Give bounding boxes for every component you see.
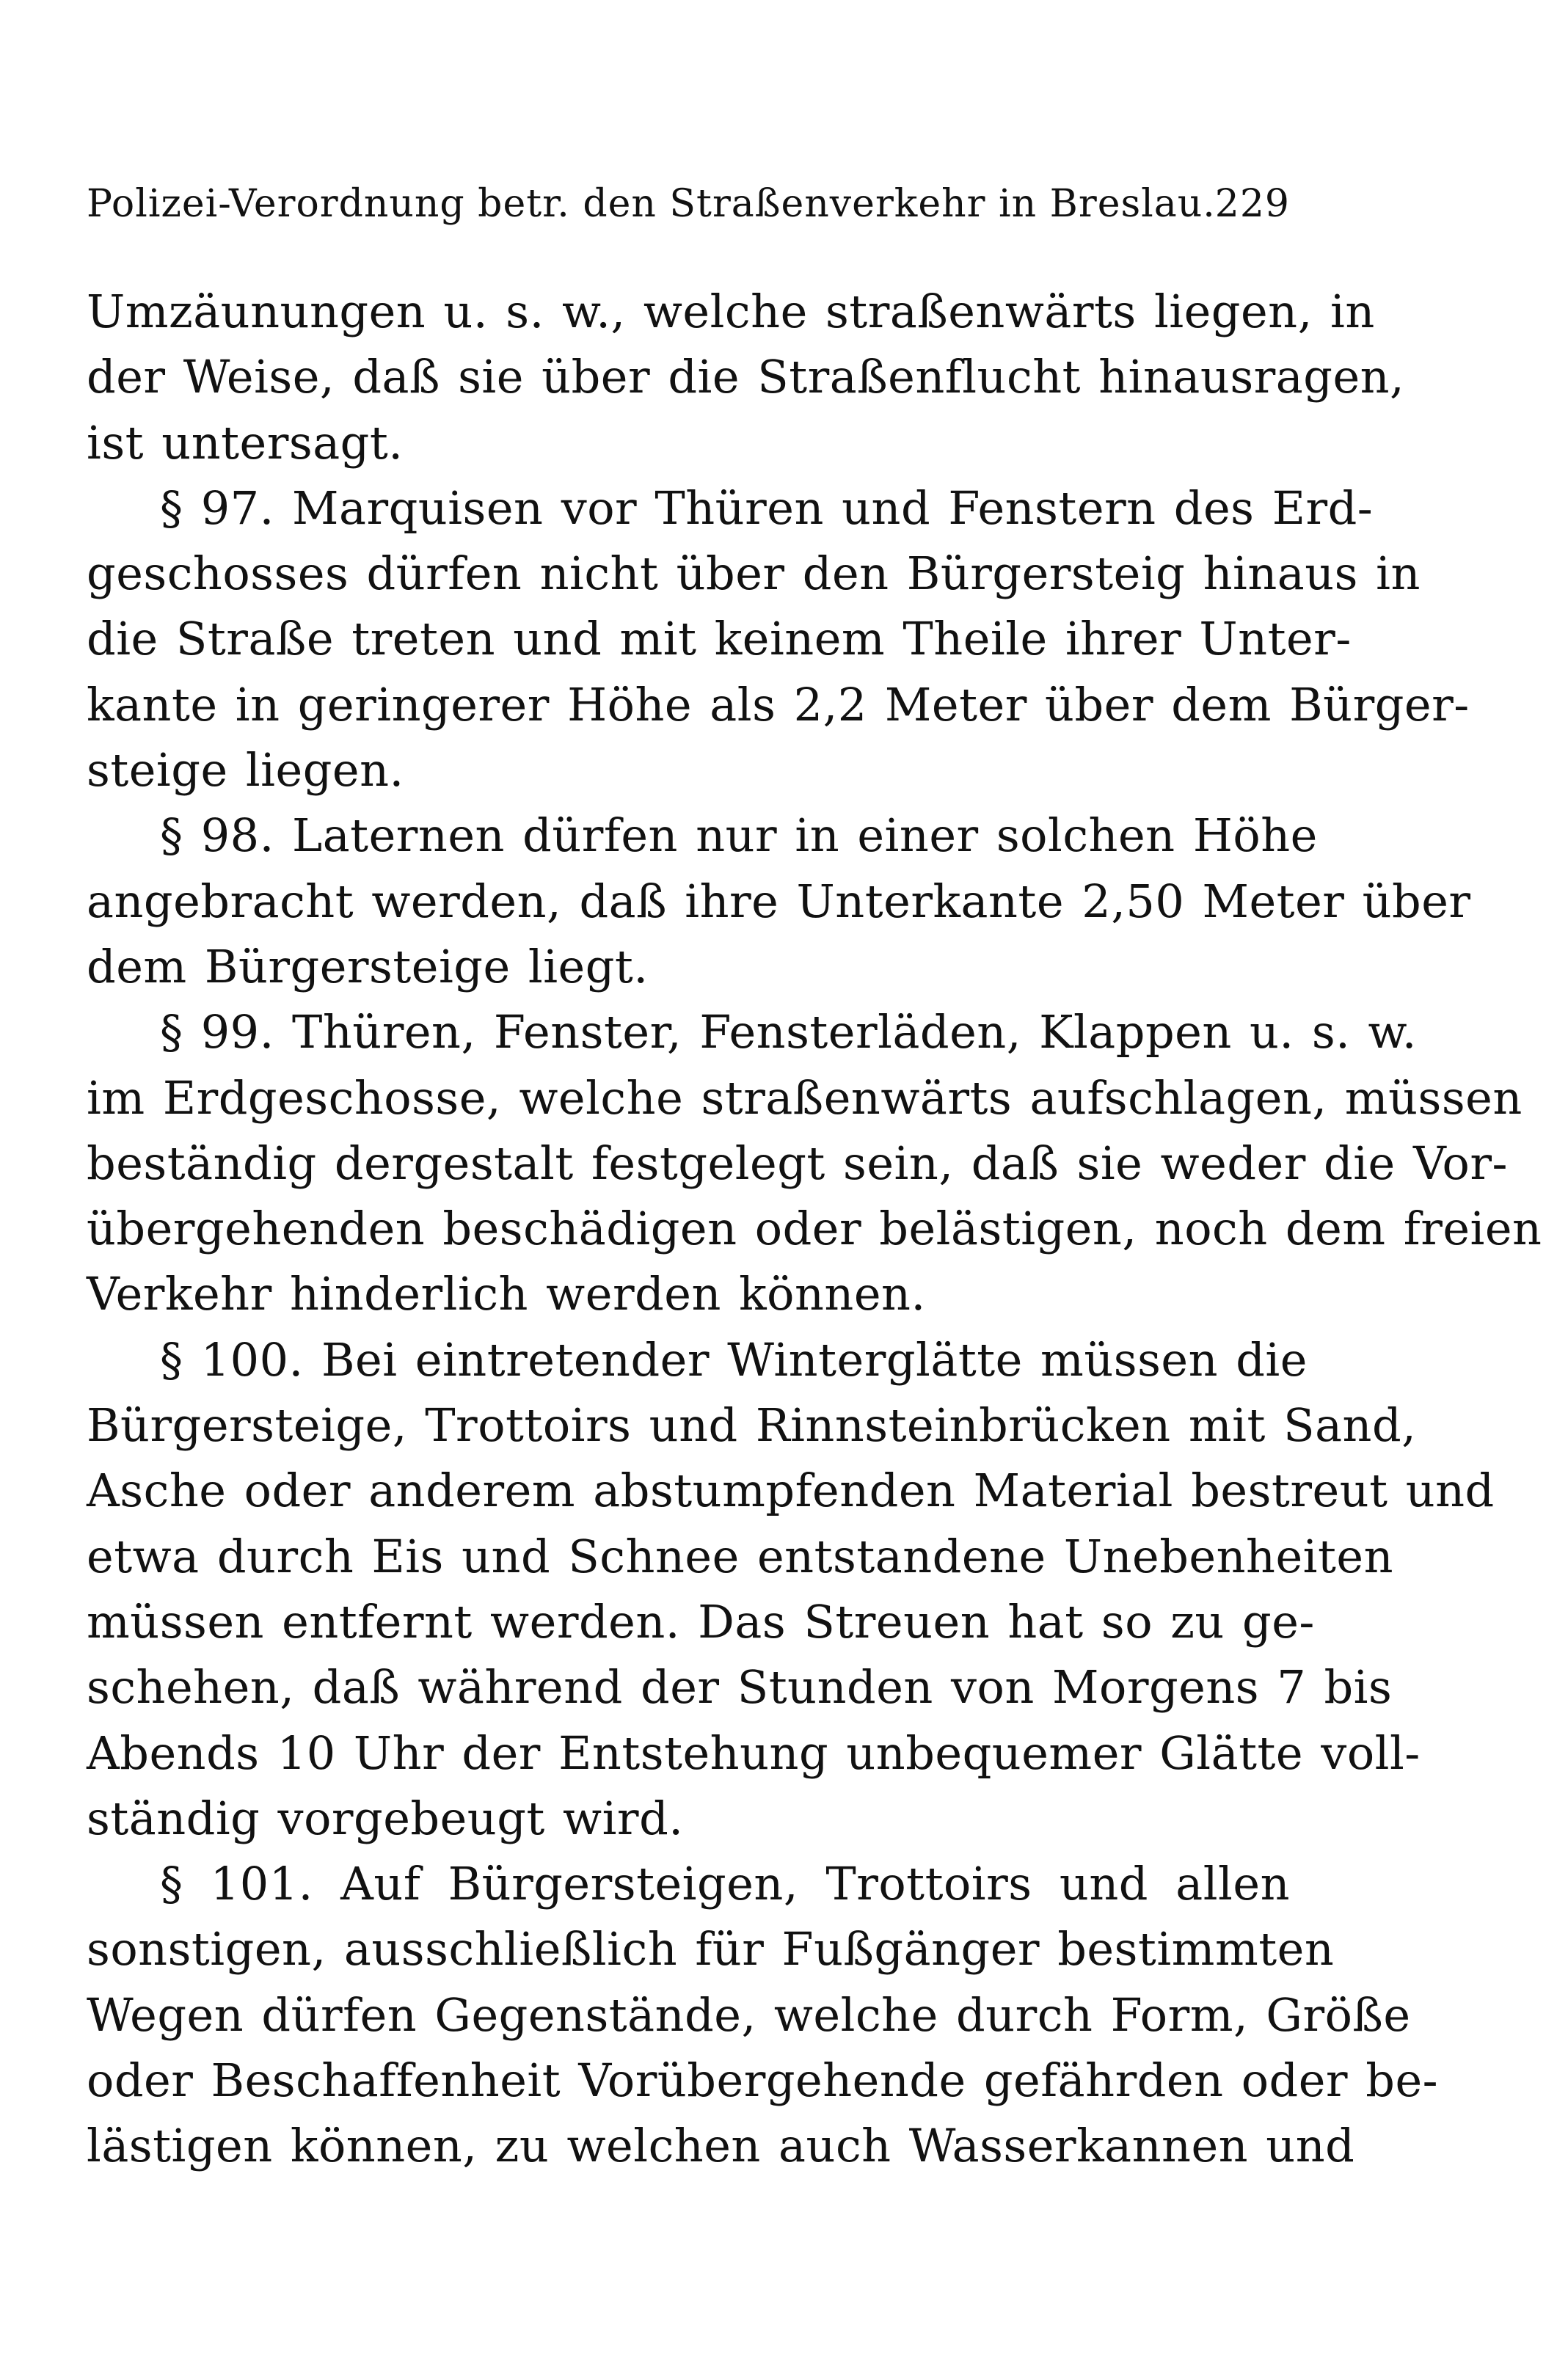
- page-header: [87, 175, 1290, 233]
- section-98-first-line: § 98. Laternen dürfen nur in einer solchen Höhe: [160, 808, 1318, 863]
- text-line: geschosses dürfen nicht über den Bürgersteig hinaus in: [87, 547, 1421, 601]
- text-line: Abends 10 Uhr der Entstehung unbequemer Glätte voll-: [87, 1726, 1421, 1780]
- section-97-first-line: § 97. Marquisen vor Thüren und Fenstern des Erd-: [160, 481, 1374, 535]
- text-line: oder Beschaffenheit Vorübergehende gefährden oder be-: [87, 2054, 1439, 2108]
- text-line: im Erdgeschosse, welche straßenwärts aufschlagen, müssen: [87, 1070, 1523, 1125]
- text-line: Wegen dürfen Gegenstände, welche durch Form, Größe: [87, 1987, 1411, 2042]
- text-line: kante in geringerer Höhe als 2,2 Meter über dem Bürger-: [87, 677, 1470, 731]
- text-line: schehen, daß während der Stunden von Morgens 7 bis: [87, 1660, 1393, 1715]
- text-line: etwa durch Eis und Schnee entstandene Unebenheiten: [87, 1529, 1394, 1583]
- body-text: [87, 279, 1542, 2179]
- text-line: angebracht werden, daß ihre Unterkante 2,50 Meter über: [87, 874, 1471, 928]
- text-line: ist untersagt.: [87, 415, 404, 470]
- text-line: sonstigen, ausschließlich für Fußgänger bestimmten: [87, 1922, 1335, 1976]
- text-line: steige liegen.: [87, 743, 404, 797]
- text-line: Bürgersteige, Trottoirs und Rinnsteinbrücken mit Sand,: [87, 1398, 1417, 1453]
- text-line: lästigen können, zu welchen auch Wasserkannen und: [87, 2119, 1355, 2173]
- section-99-first-line: § 99. Thüren, Fenster, Fensterläden, Klappen u. s. w.: [160, 1005, 1417, 1059]
- section-100-first-line: § 100. Bei eintretender Winterglätte müssen die: [160, 1332, 1308, 1387]
- text-line: Verkehr hinderlich werden können.: [87, 1267, 926, 1321]
- section-101-first-line: § 101. Auf Bürgersteigen, Trottoirs und allen: [160, 1857, 1290, 1911]
- text-line: dem Bürgersteige liegt.: [87, 939, 649, 993]
- page-number: 229: [1214, 182, 1290, 226]
- running-head: Polizei-Verordnung betr. den Straßenverkehr in Breslau.: [87, 182, 1216, 226]
- text-line: die Straße treten und mit keinem Theile ihrer Unter-: [87, 612, 1352, 666]
- text-line: müssen entfernt werden. Das Streuen hat so zu ge-: [87, 1594, 1315, 1649]
- text-line: übergehenden beschädigen oder belästigen, noch dem freien: [87, 1202, 1542, 1256]
- text-line: Asche oder anderem abstumpfenden Material bestreut und: [87, 1464, 1495, 1518]
- text-line: beständig dergestalt festgelegt sein, daß sie weder die Vor-: [87, 1136, 1508, 1190]
- text-line: Umzäunungen u. s. w., welche straßenwärts liegen, in: [87, 285, 1375, 338]
- text-line: ständig vorgebeugt wird.: [87, 1791, 684, 1845]
- text-line: der Weise, daß sie über die Straßenflucht hinausragen,: [87, 350, 1405, 404]
